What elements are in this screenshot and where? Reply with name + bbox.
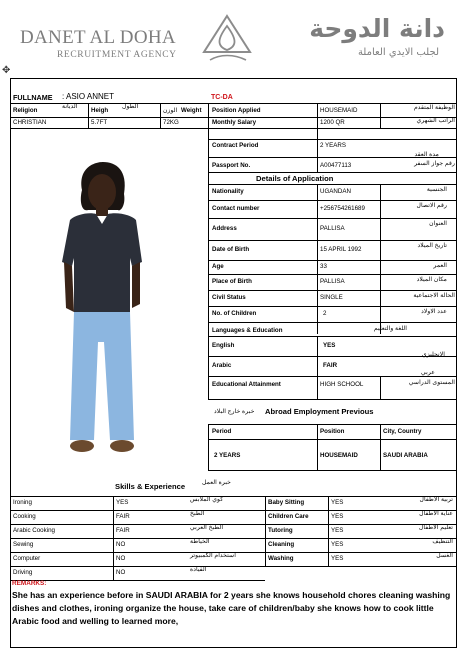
left-info-top [10, 103, 208, 104]
skill-label: Tutoring [268, 527, 293, 534]
skills-row-line [10, 510, 457, 511]
candidate-photo [52, 162, 152, 462]
skill-ar: تربية الاطفال [419, 496, 453, 503]
right-table-line-3 [208, 128, 457, 129]
left-info-mid [10, 117, 208, 118]
frame-right [456, 78, 457, 648]
right-table-line-4 [208, 139, 457, 140]
details-row-line [208, 274, 457, 275]
skill-ar: استخدام الكمبيوتر [190, 552, 236, 559]
abroad-title: Abroad Employment Previous [265, 407, 374, 416]
details-row-label: Civil Status [212, 294, 246, 301]
agency-header [0, 0, 467, 72]
english-value: YES [323, 342, 336, 349]
passport-label: Passport No. [212, 162, 251, 169]
contract-ar: مدة العقد [414, 151, 439, 158]
abroad-div-b [380, 424, 381, 470]
abroad-col-position: Position [320, 428, 345, 435]
details-row-line [208, 306, 457, 307]
abroad-col-period: Period [212, 428, 232, 435]
skills-row-line [10, 580, 265, 581]
skills-div-2 [265, 496, 266, 566]
skill-ar: الطبخ العربي [190, 524, 224, 531]
skill-label: Computer [13, 555, 41, 562]
details-row-ar: مكان الميلاد [416, 276, 447, 283]
position-label: Position Applied [212, 107, 261, 114]
details-row-value: UGANDAN [320, 188, 351, 195]
details-row-ar: عدد الاولاد [421, 308, 447, 315]
applicant-code: TC-DA [211, 94, 233, 101]
skill-label: Children Care [268, 513, 309, 520]
skill-value: FAIR [116, 527, 130, 534]
abroad-country: SAUDI ARABIA [383, 452, 428, 459]
skill-ar: الطبخ [190, 510, 205, 517]
skill-label: Sewing [13, 541, 34, 548]
details-row-label: Address [212, 225, 237, 232]
company-logo [200, 14, 255, 66]
skill-label: Baby Sitting [268, 499, 305, 506]
frame-left [10, 78, 11, 648]
languages-title: Languages & Education [212, 327, 283, 334]
right-table-div-b [380, 103, 381, 128]
skill-value: YES [331, 513, 344, 520]
weight-label: Weight [181, 107, 202, 114]
passport-ar: رقم جواز السفر [414, 160, 455, 167]
skill-label: Cooking [13, 513, 36, 520]
skills-line-top [10, 496, 457, 497]
details-row-ar: الجنسية [426, 186, 447, 193]
contract-value: 2 YEARS [320, 142, 347, 149]
religion-label: Religion [13, 107, 38, 114]
details-title-line [208, 184, 457, 185]
skill-ar: الخياطة [190, 538, 210, 545]
position-ar: الوظيفة المتقدم [413, 104, 455, 111]
skill-ar: تعليم الاطفال [418, 524, 453, 531]
details-row-label: Age [212, 263, 224, 270]
skill-value: NO [116, 555, 126, 562]
details-row-value: 2 [323, 310, 327, 317]
skill-ar: التنظيف [432, 538, 453, 545]
details-div-b [380, 184, 381, 334]
skills-title: Skills & Experience [115, 482, 186, 491]
edu-label: Educational Attainment [212, 381, 281, 388]
skills-row-line [10, 538, 457, 539]
details-row-value: PALLISA [320, 278, 345, 285]
skill-label: Washing [268, 555, 294, 562]
edu-ar: المستوى الدراسي [408, 379, 455, 386]
height-label: Heigh [91, 107, 109, 114]
religion-ar: الديانة [62, 103, 78, 110]
skills-row-line [10, 566, 457, 567]
details-row-line [208, 240, 457, 241]
details-frame-left [208, 184, 209, 400]
frame-top [10, 78, 457, 79]
position-value: HOUSEMAID [320, 107, 358, 114]
fullname-label: FULLNAME [13, 93, 53, 102]
contract-label: Contract Period [212, 142, 259, 149]
abroad-line-2 [208, 439, 457, 440]
abroad-col-country: City, Country [383, 428, 422, 435]
skill-ar: القيادة [190, 566, 207, 573]
religion-value: CHRISTIAN [13, 119, 47, 126]
lang-div-b [380, 376, 381, 399]
left-info-div1 [88, 103, 89, 128]
skill-label: Arabic Cooking [13, 527, 55, 534]
details-row-value: 33 [320, 263, 327, 270]
skill-value: FAIR [116, 513, 130, 520]
edu-value: HIGH SCHOOL [320, 381, 364, 388]
skill-ar: الغسل [436, 552, 453, 559]
abroad-div-a [317, 424, 318, 470]
skills-title-ar: خبرة العمل [202, 479, 231, 486]
details-row-line [208, 260, 457, 261]
skills-div-3 [328, 496, 329, 566]
details-row-label: Nationality [212, 188, 244, 195]
skill-value: YES [331, 527, 344, 534]
details-row-line [208, 290, 457, 291]
weight-value: 72KG [163, 119, 179, 126]
salary-ar: الراتب الشهري [416, 117, 455, 124]
details-row-ar: رقم الاتصال [416, 202, 447, 209]
details-row-value: SINGLE [320, 294, 343, 301]
details-row-label: Place of Birth [212, 278, 252, 285]
details-row-ar: تاريخ الميلاد [417, 242, 447, 249]
skill-label: Cleaning [268, 541, 295, 548]
details-row-ar: الحالة الاجتماعية [413, 292, 455, 299]
languages-title-ar: اللغة والتعليم [373, 325, 407, 332]
salary-label: Monthly Salary [212, 119, 257, 126]
skill-value: NO [116, 541, 126, 548]
right-table-div-a [317, 103, 318, 173]
left-info-bottom [10, 128, 208, 129]
arabic-value: FAIR [323, 362, 338, 369]
abroad-period: 2 YEARS [214, 452, 241, 459]
skill-value: YES [331, 541, 344, 548]
details-row-ar: العنوان [429, 220, 447, 227]
skill-label: Ironing [13, 499, 32, 506]
english-label: English [212, 342, 235, 349]
right-table-line-6 [208, 172, 457, 173]
fullname-value: : ASIO ANNET [62, 92, 115, 101]
details-div-a [317, 184, 318, 334]
details-row-label: No. of Children [212, 310, 257, 317]
details-title: Details of Application [256, 174, 334, 183]
lang-line-4 [208, 399, 457, 400]
details-row-label: Date of Birth [212, 246, 250, 253]
frame-bottom [10, 647, 457, 648]
skill-value: YES [331, 555, 344, 562]
move-cursor-icon: ✥ [2, 65, 11, 76]
details-row-label: Contact number [212, 205, 260, 212]
lang-line-1 [208, 336, 457, 337]
arabic-label: Arabic [212, 362, 232, 369]
details-row-value: +256754261689 [320, 205, 365, 212]
skill-value: NO [116, 569, 126, 576]
abroad-position: HOUSEMAID [320, 452, 358, 459]
height-ar: الطول [122, 103, 139, 110]
skill-ar: عناية الاطفال [419, 510, 453, 517]
lang-line-3 [208, 376, 457, 377]
details-row-line [208, 218, 457, 219]
brand-subtitle-en: RECRUITMENT AGENCY [57, 50, 177, 60]
remarks-text: She has an experience before in SAUDI ARABIA for 2 years she knows household chores cleaning washing dishes and clothes, ironing organize the house, take care of children/baby she knows how to cook little Arabic food and welling to learned more, [12, 590, 451, 627]
weight-ar: الوزن [163, 107, 178, 114]
height-value: 5.7FT [91, 119, 108, 126]
abroad-title-ar: خبرة خارج البلاد [214, 408, 255, 415]
skill-label: Driving [13, 569, 33, 576]
abroad-line-1 [208, 424, 457, 425]
salary-value: 1200 QR [320, 119, 345, 126]
details-row-value: PALLISA [320, 225, 345, 232]
remarks-label: REMARKS: [12, 580, 47, 587]
left-info-div2 [160, 103, 161, 128]
brand-name-ar: دانة الدوحة [309, 14, 445, 43]
skills-row-line [10, 524, 457, 525]
brand-subtitle-ar: لجلب الايدي العاملة [357, 47, 439, 58]
details-row-ar: العمر [433, 262, 447, 269]
skill-value: YES [331, 499, 344, 506]
skill-value: YES [116, 499, 129, 506]
passport-value: A00477113 [320, 162, 352, 169]
brand-name-en: DANET AL DOHA [20, 27, 176, 48]
details-row-value: 15 APRIL 1992 [320, 246, 362, 253]
arabic-ar: عربي [421, 369, 435, 376]
abroad-frame-left [208, 424, 209, 470]
english-ar: الانجليزي [421, 351, 445, 358]
abroad-line-3 [208, 470, 457, 471]
details-separator [208, 322, 457, 323]
lang-line-2 [208, 356, 457, 357]
lang-div-a [317, 336, 318, 399]
details-row-line [208, 200, 457, 201]
skill-ar: كوي الملابس [190, 496, 224, 503]
